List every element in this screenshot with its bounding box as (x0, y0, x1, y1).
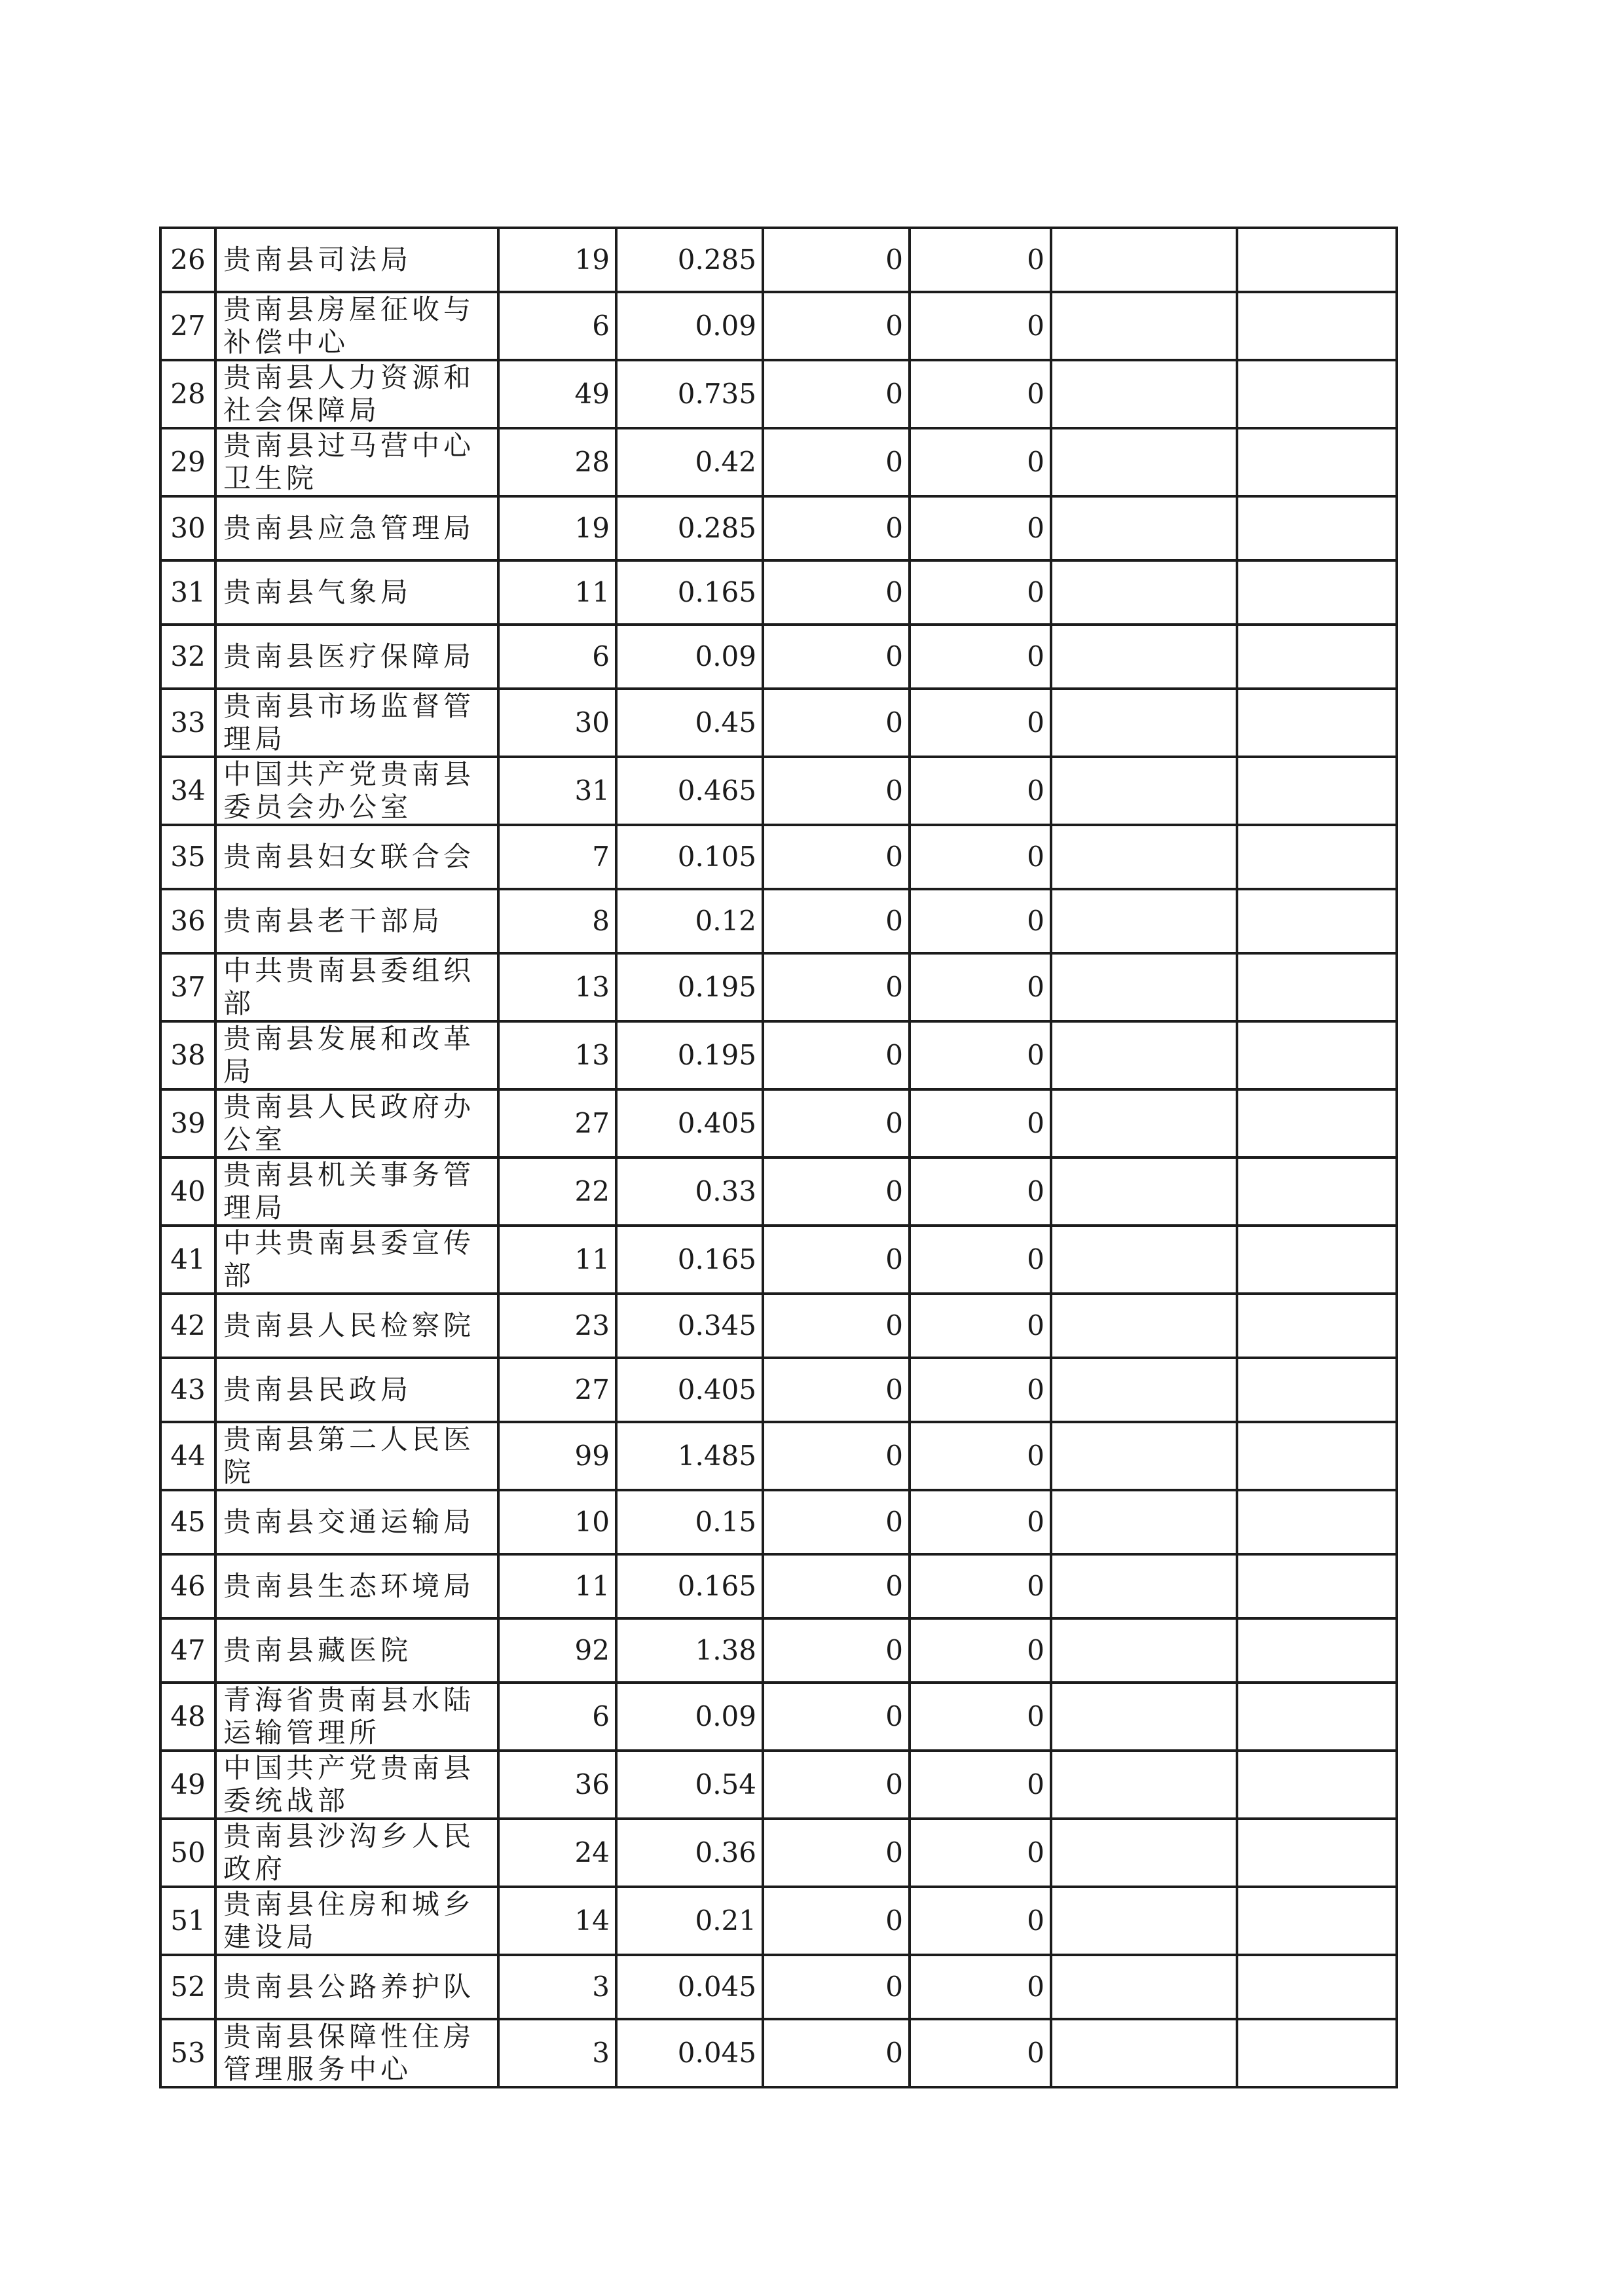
unit-name-cell (215, 560, 498, 625)
count-cell: 11 (498, 1226, 616, 1294)
value-1-cell: 0 (763, 228, 910, 292)
count-cell: 13 (498, 953, 616, 1021)
amount-cell: 0.15 (616, 1490, 763, 1554)
unit-name-cell (215, 889, 498, 953)
table-row (160, 360, 1397, 428)
unit-name-text: 贵南县人民检察院 (223, 1309, 475, 1341)
empty-cell (1051, 953, 1237, 1021)
unit-name-text: 贵南县医疗保障局 (223, 640, 475, 672)
table-row (160, 1089, 1397, 1157)
count-cell: 27 (498, 1089, 616, 1157)
row-number-cell: 50 (160, 1819, 215, 1887)
row-number-cell: 40 (160, 1157, 215, 1226)
empty-cell (1051, 1751, 1237, 1819)
count-cell: 30 (498, 689, 616, 757)
empty-cell (1051, 1021, 1237, 1089)
value-1-cell: 0 (763, 1422, 910, 1490)
value-1-cell: 0 (763, 625, 910, 689)
amount-cell: 0.735 (616, 360, 763, 428)
value-1-cell: 0 (763, 1294, 910, 1358)
unit-name-text: 贵南县民政局 (223, 1374, 413, 1406)
row-number-cell: 29 (160, 428, 215, 496)
value-2-cell: 0 (910, 1751, 1051, 1819)
count-cell: 23 (498, 1294, 616, 1358)
empty-cell (1051, 1294, 1237, 1358)
count-cell: 19 (498, 228, 616, 292)
value-1-cell: 0 (763, 953, 910, 1021)
count-cell: 10 (498, 1490, 616, 1554)
value-1-cell: 0 (763, 1955, 910, 2019)
amount-cell: 0.42 (616, 428, 763, 496)
empty-cell (1237, 825, 1397, 889)
empty-cell (1237, 360, 1397, 428)
row-number-cell: 33 (160, 689, 215, 757)
table-row (160, 757, 1397, 825)
table-row (160, 1226, 1397, 1294)
value-1-cell: 0 (763, 1490, 910, 1554)
count-cell: 19 (498, 496, 616, 560)
value-2-cell: 0 (910, 1554, 1051, 1618)
empty-cell (1237, 625, 1397, 689)
empty-cell (1237, 428, 1397, 496)
empty-cell (1237, 1955, 1397, 2019)
row-number-cell: 53 (160, 2019, 215, 2087)
unit-name-cell (215, 625, 498, 689)
amount-cell: 0.195 (616, 1021, 763, 1089)
row-number-cell: 38 (160, 1021, 215, 1089)
value-2-cell: 0 (910, 228, 1051, 292)
count-cell: 22 (498, 1157, 616, 1226)
unit-name-cell (215, 1955, 498, 2019)
row-number-cell: 51 (160, 1887, 215, 1955)
empty-cell (1051, 689, 1237, 757)
value-2-cell: 0 (910, 292, 1051, 360)
value-2-cell: 0 (910, 1226, 1051, 1294)
empty-cell (1051, 360, 1237, 428)
row-number-cell: 37 (160, 953, 215, 1021)
value-2-cell: 0 (910, 360, 1051, 428)
empty-cell (1051, 1887, 1237, 1955)
empty-cell (1237, 1226, 1397, 1294)
value-2-cell: 0 (910, 2019, 1051, 2087)
unit-name-cell (215, 1490, 498, 1554)
empty-cell (1051, 496, 1237, 560)
empty-cell (1051, 1157, 1237, 1226)
unit-name-cell (215, 2019, 498, 2087)
value-1-cell: 0 (763, 1618, 910, 1683)
row-number-cell: 46 (160, 1554, 215, 1618)
table-row (160, 825, 1397, 889)
amount-cell: 0.09 (616, 625, 763, 689)
count-cell: 92 (498, 1618, 616, 1683)
value-2-cell: 0 (910, 1294, 1051, 1358)
empty-cell (1051, 889, 1237, 953)
row-number-cell: 28 (160, 360, 215, 428)
unit-name-cell (215, 1294, 498, 1358)
unit-name-cell (215, 496, 498, 560)
value-2-cell: 0 (910, 1358, 1051, 1422)
unit-name-text: 中共贵南县委宣传部 (223, 1227, 475, 1292)
amount-cell: 0.285 (616, 228, 763, 292)
unit-name-cell (215, 1819, 498, 1887)
unit-name-cell (215, 757, 498, 825)
unit-name-cell (215, 1683, 498, 1751)
table-row (160, 560, 1397, 625)
value-2-cell: 0 (910, 1422, 1051, 1490)
value-2-cell: 0 (910, 1021, 1051, 1089)
row-number-cell: 48 (160, 1683, 215, 1751)
row-number-cell: 44 (160, 1422, 215, 1490)
empty-cell (1051, 1554, 1237, 1618)
table-row (160, 1751, 1397, 1819)
row-number-cell: 35 (160, 825, 215, 889)
row-number-cell: 36 (160, 889, 215, 953)
amount-cell: 0.21 (616, 1887, 763, 1955)
value-2-cell: 0 (910, 757, 1051, 825)
empty-cell (1237, 2019, 1397, 2087)
unit-name-cell (215, 292, 498, 360)
value-1-cell: 0 (763, 1021, 910, 1089)
amount-cell: 0.195 (616, 953, 763, 1021)
empty-cell (1237, 889, 1397, 953)
count-cell: 3 (498, 1955, 616, 2019)
table-row (160, 1294, 1397, 1358)
unit-name-text: 贵南县发展和改革局 (223, 1023, 475, 1087)
row-number-cell: 34 (160, 757, 215, 825)
amount-cell: 0.285 (616, 496, 763, 560)
row-number-cell: 41 (160, 1226, 215, 1294)
unit-name-text: 贵南县人民政府办公室 (223, 1091, 475, 1156)
amount-cell: 0.345 (616, 1294, 763, 1358)
value-1-cell: 0 (763, 1683, 910, 1751)
unit-name-text: 贵南县人力资源和社会保障局 (223, 361, 475, 426)
value-1-cell: 0 (763, 1226, 910, 1294)
empty-cell (1237, 1819, 1397, 1887)
table-row (160, 1358, 1397, 1422)
value-2-cell: 0 (910, 496, 1051, 560)
unit-name-cell (215, 1618, 498, 1683)
value-2-cell: 0 (910, 560, 1051, 625)
count-cell: 6 (498, 292, 616, 360)
empty-cell (1237, 1683, 1397, 1751)
empty-cell (1237, 757, 1397, 825)
unit-name-cell (215, 689, 498, 757)
count-cell: 27 (498, 1358, 616, 1422)
unit-name-text: 贵南县机关事务管理局 (223, 1159, 475, 1224)
count-cell: 49 (498, 360, 616, 428)
unit-name-cell (215, 1021, 498, 1089)
unit-name-cell (215, 1089, 498, 1157)
unit-name-cell (215, 1226, 498, 1294)
row-number-cell: 43 (160, 1358, 215, 1422)
empty-cell (1051, 757, 1237, 825)
empty-cell (1237, 1358, 1397, 1422)
value-1-cell: 0 (763, 689, 910, 757)
unit-name-text: 贵南县公路养护队 (223, 1971, 475, 2003)
table-row (160, 1683, 1397, 1751)
empty-cell (1237, 1751, 1397, 1819)
row-number-cell: 39 (160, 1089, 215, 1157)
table-row (160, 1819, 1397, 1887)
empty-cell (1051, 1819, 1237, 1887)
count-cell: 13 (498, 1021, 616, 1089)
empty-cell (1237, 953, 1397, 1021)
unit-name-cell (215, 1751, 498, 1819)
row-number-cell: 49 (160, 1751, 215, 1819)
empty-cell (1051, 1226, 1237, 1294)
unit-name-text: 青海省贵南县水陆运输管理所 (223, 1684, 475, 1749)
empty-cell (1237, 1157, 1397, 1226)
unit-name-text: 中共贵南县委组织部 (223, 955, 475, 1019)
amount-cell: 0.54 (616, 1751, 763, 1819)
count-cell: 24 (498, 1819, 616, 1887)
count-cell: 6 (498, 625, 616, 689)
unit-name-cell (215, 1157, 498, 1226)
count-cell: 36 (498, 1751, 616, 1819)
value-1-cell: 0 (763, 757, 910, 825)
empty-cell (1051, 1422, 1237, 1490)
empty-cell (1237, 1554, 1397, 1618)
table-row (160, 1157, 1397, 1226)
empty-cell (1237, 1294, 1397, 1358)
empty-cell (1051, 228, 1237, 292)
value-2-cell: 0 (910, 1887, 1051, 1955)
value-1-cell: 0 (763, 1358, 910, 1422)
amount-cell: 0.045 (616, 1955, 763, 2019)
allocation-table (159, 227, 1398, 2088)
table-row (160, 889, 1397, 953)
table-row (160, 1422, 1397, 1490)
value-1-cell: 0 (763, 1089, 910, 1157)
value-1-cell: 0 (763, 496, 910, 560)
empty-cell (1051, 560, 1237, 625)
empty-cell (1051, 1955, 1237, 2019)
count-cell: 7 (498, 825, 616, 889)
empty-cell (1051, 625, 1237, 689)
table-row (160, 625, 1397, 689)
empty-cell (1237, 1021, 1397, 1089)
unit-name-text: 贵南县住房和城乡建设局 (223, 1888, 475, 1953)
amount-cell: 0.09 (616, 1683, 763, 1751)
amount-cell: 0.405 (616, 1358, 763, 1422)
unit-name-text: 贵南县妇女联合会 (223, 841, 475, 873)
unit-name-text: 贵南县老干部局 (223, 905, 444, 937)
empty-cell (1051, 1683, 1237, 1751)
count-cell: 11 (498, 1554, 616, 1618)
table-row (160, 689, 1397, 757)
table-row (160, 496, 1397, 560)
amount-cell: 0.45 (616, 689, 763, 757)
count-cell: 3 (498, 2019, 616, 2087)
value-2-cell: 0 (910, 1618, 1051, 1683)
amount-cell: 0.405 (616, 1089, 763, 1157)
count-cell: 31 (498, 757, 616, 825)
amount-cell: 0.33 (616, 1157, 763, 1226)
empty-cell (1237, 1422, 1397, 1490)
unit-name-text: 贵南县沙沟乡人民政府 (223, 1820, 475, 1885)
unit-name-text: 贵南县第二人民医院 (223, 1423, 475, 1488)
unit-name-text: 中国共产党贵南县委员会办公室 (223, 758, 475, 823)
table-row (160, 1887, 1397, 1955)
unit-name-text: 贵南县过马营中心卫生院 (223, 429, 475, 494)
value-1-cell: 0 (763, 428, 910, 496)
value-1-cell: 0 (763, 889, 910, 953)
empty-cell (1237, 1490, 1397, 1554)
count-cell: 6 (498, 1683, 616, 1751)
empty-cell (1237, 1887, 1397, 1955)
value-1-cell: 0 (763, 1751, 910, 1819)
unit-name-cell (215, 228, 498, 292)
unit-name-text: 贵南县房屋征收与补偿中心 (223, 293, 475, 358)
unit-name-cell (215, 428, 498, 496)
empty-cell (1237, 1089, 1397, 1157)
table-row (160, 428, 1397, 496)
amount-cell: 0.105 (616, 825, 763, 889)
table-row (160, 228, 1397, 292)
table-row (160, 1490, 1397, 1554)
row-number-cell: 52 (160, 1955, 215, 2019)
value-2-cell: 0 (910, 953, 1051, 1021)
table-row (160, 1554, 1397, 1618)
unit-name-text: 贵南县司法局 (223, 244, 413, 276)
unit-name-cell (215, 1358, 498, 1422)
value-2-cell: 0 (910, 1683, 1051, 1751)
empty-cell (1237, 228, 1397, 292)
value-1-cell: 0 (763, 825, 910, 889)
value-2-cell: 0 (910, 428, 1051, 496)
unit-name-text: 贵南县应急管理局 (223, 512, 475, 544)
row-number-cell: 27 (160, 292, 215, 360)
table-row (160, 953, 1397, 1021)
unit-name-text: 中国共产党贵南县委统战部 (223, 1752, 475, 1817)
row-number-cell: 42 (160, 1294, 215, 1358)
row-number-cell: 31 (160, 560, 215, 625)
value-1-cell: 0 (763, 1887, 910, 1955)
row-number-cell: 47 (160, 1618, 215, 1683)
table-row (160, 2019, 1397, 2087)
table-row (160, 1021, 1397, 1089)
unit-name-text: 贵南县生态环境局 (223, 1570, 475, 1602)
count-cell: 8 (498, 889, 616, 953)
row-number-cell: 45 (160, 1490, 215, 1554)
table-row (160, 292, 1397, 360)
unit-name-text: 贵南县市场监督管理局 (223, 690, 475, 755)
value-1-cell: 0 (763, 1157, 910, 1226)
empty-cell (1237, 560, 1397, 625)
unit-name-text: 贵南县藏医院 (223, 1634, 413, 1666)
value-1-cell: 0 (763, 560, 910, 625)
amount-cell: 0.36 (616, 1819, 763, 1887)
value-1-cell: 0 (763, 2019, 910, 2087)
value-1-cell: 0 (763, 1819, 910, 1887)
count-cell: 14 (498, 1887, 616, 1955)
empty-cell (1051, 1490, 1237, 1554)
unit-name-cell (215, 360, 498, 428)
count-cell: 28 (498, 428, 616, 496)
amount-cell: 0.465 (616, 757, 763, 825)
empty-cell (1051, 1618, 1237, 1683)
value-2-cell: 0 (910, 625, 1051, 689)
row-number-cell: 32 (160, 625, 215, 689)
empty-cell (1237, 496, 1397, 560)
unit-name-cell (215, 1422, 498, 1490)
empty-cell (1237, 292, 1397, 360)
row-number-cell: 26 (160, 228, 215, 292)
empty-cell (1237, 689, 1397, 757)
count-cell: 99 (498, 1422, 616, 1490)
unit-name-text: 贵南县交通运输局 (223, 1506, 475, 1538)
unit-name-cell (215, 1887, 498, 1955)
value-1-cell: 0 (763, 292, 910, 360)
row-number-cell: 30 (160, 496, 215, 560)
empty-cell (1051, 1089, 1237, 1157)
count-cell: 11 (498, 560, 616, 625)
value-1-cell: 0 (763, 360, 910, 428)
empty-cell (1237, 1618, 1397, 1683)
unit-name-cell (215, 1554, 498, 1618)
amount-cell: 0.165 (616, 1554, 763, 1618)
empty-cell (1051, 1358, 1237, 1422)
empty-cell (1051, 2019, 1237, 2087)
table-row (160, 1955, 1397, 2019)
amount-cell: 0.165 (616, 1226, 763, 1294)
empty-cell (1051, 292, 1237, 360)
value-2-cell: 0 (910, 825, 1051, 889)
amount-cell: 0.045 (616, 2019, 763, 2087)
unit-name-text: 贵南县保障性住房管理服务中心 (223, 2020, 475, 2085)
value-2-cell: 0 (910, 1089, 1051, 1157)
value-2-cell: 0 (910, 689, 1051, 757)
amount-cell: 1.485 (616, 1422, 763, 1490)
amount-cell: 1.38 (616, 1618, 763, 1683)
amount-cell: 0.09 (616, 292, 763, 360)
empty-cell (1051, 428, 1237, 496)
unit-name-cell (215, 953, 498, 1021)
unit-name-text: 贵南县气象局 (223, 576, 413, 608)
value-2-cell: 0 (910, 889, 1051, 953)
unit-name-cell (215, 825, 498, 889)
table-row (160, 1618, 1397, 1683)
value-2-cell: 0 (910, 1157, 1051, 1226)
amount-cell: 0.12 (616, 889, 763, 953)
empty-cell (1051, 825, 1237, 889)
value-2-cell: 0 (910, 1819, 1051, 1887)
amount-cell: 0.165 (616, 560, 763, 625)
value-1-cell: 0 (763, 1554, 910, 1618)
value-2-cell: 0 (910, 1955, 1051, 2019)
table-body (160, 228, 1397, 2087)
value-2-cell: 0 (910, 1490, 1051, 1554)
